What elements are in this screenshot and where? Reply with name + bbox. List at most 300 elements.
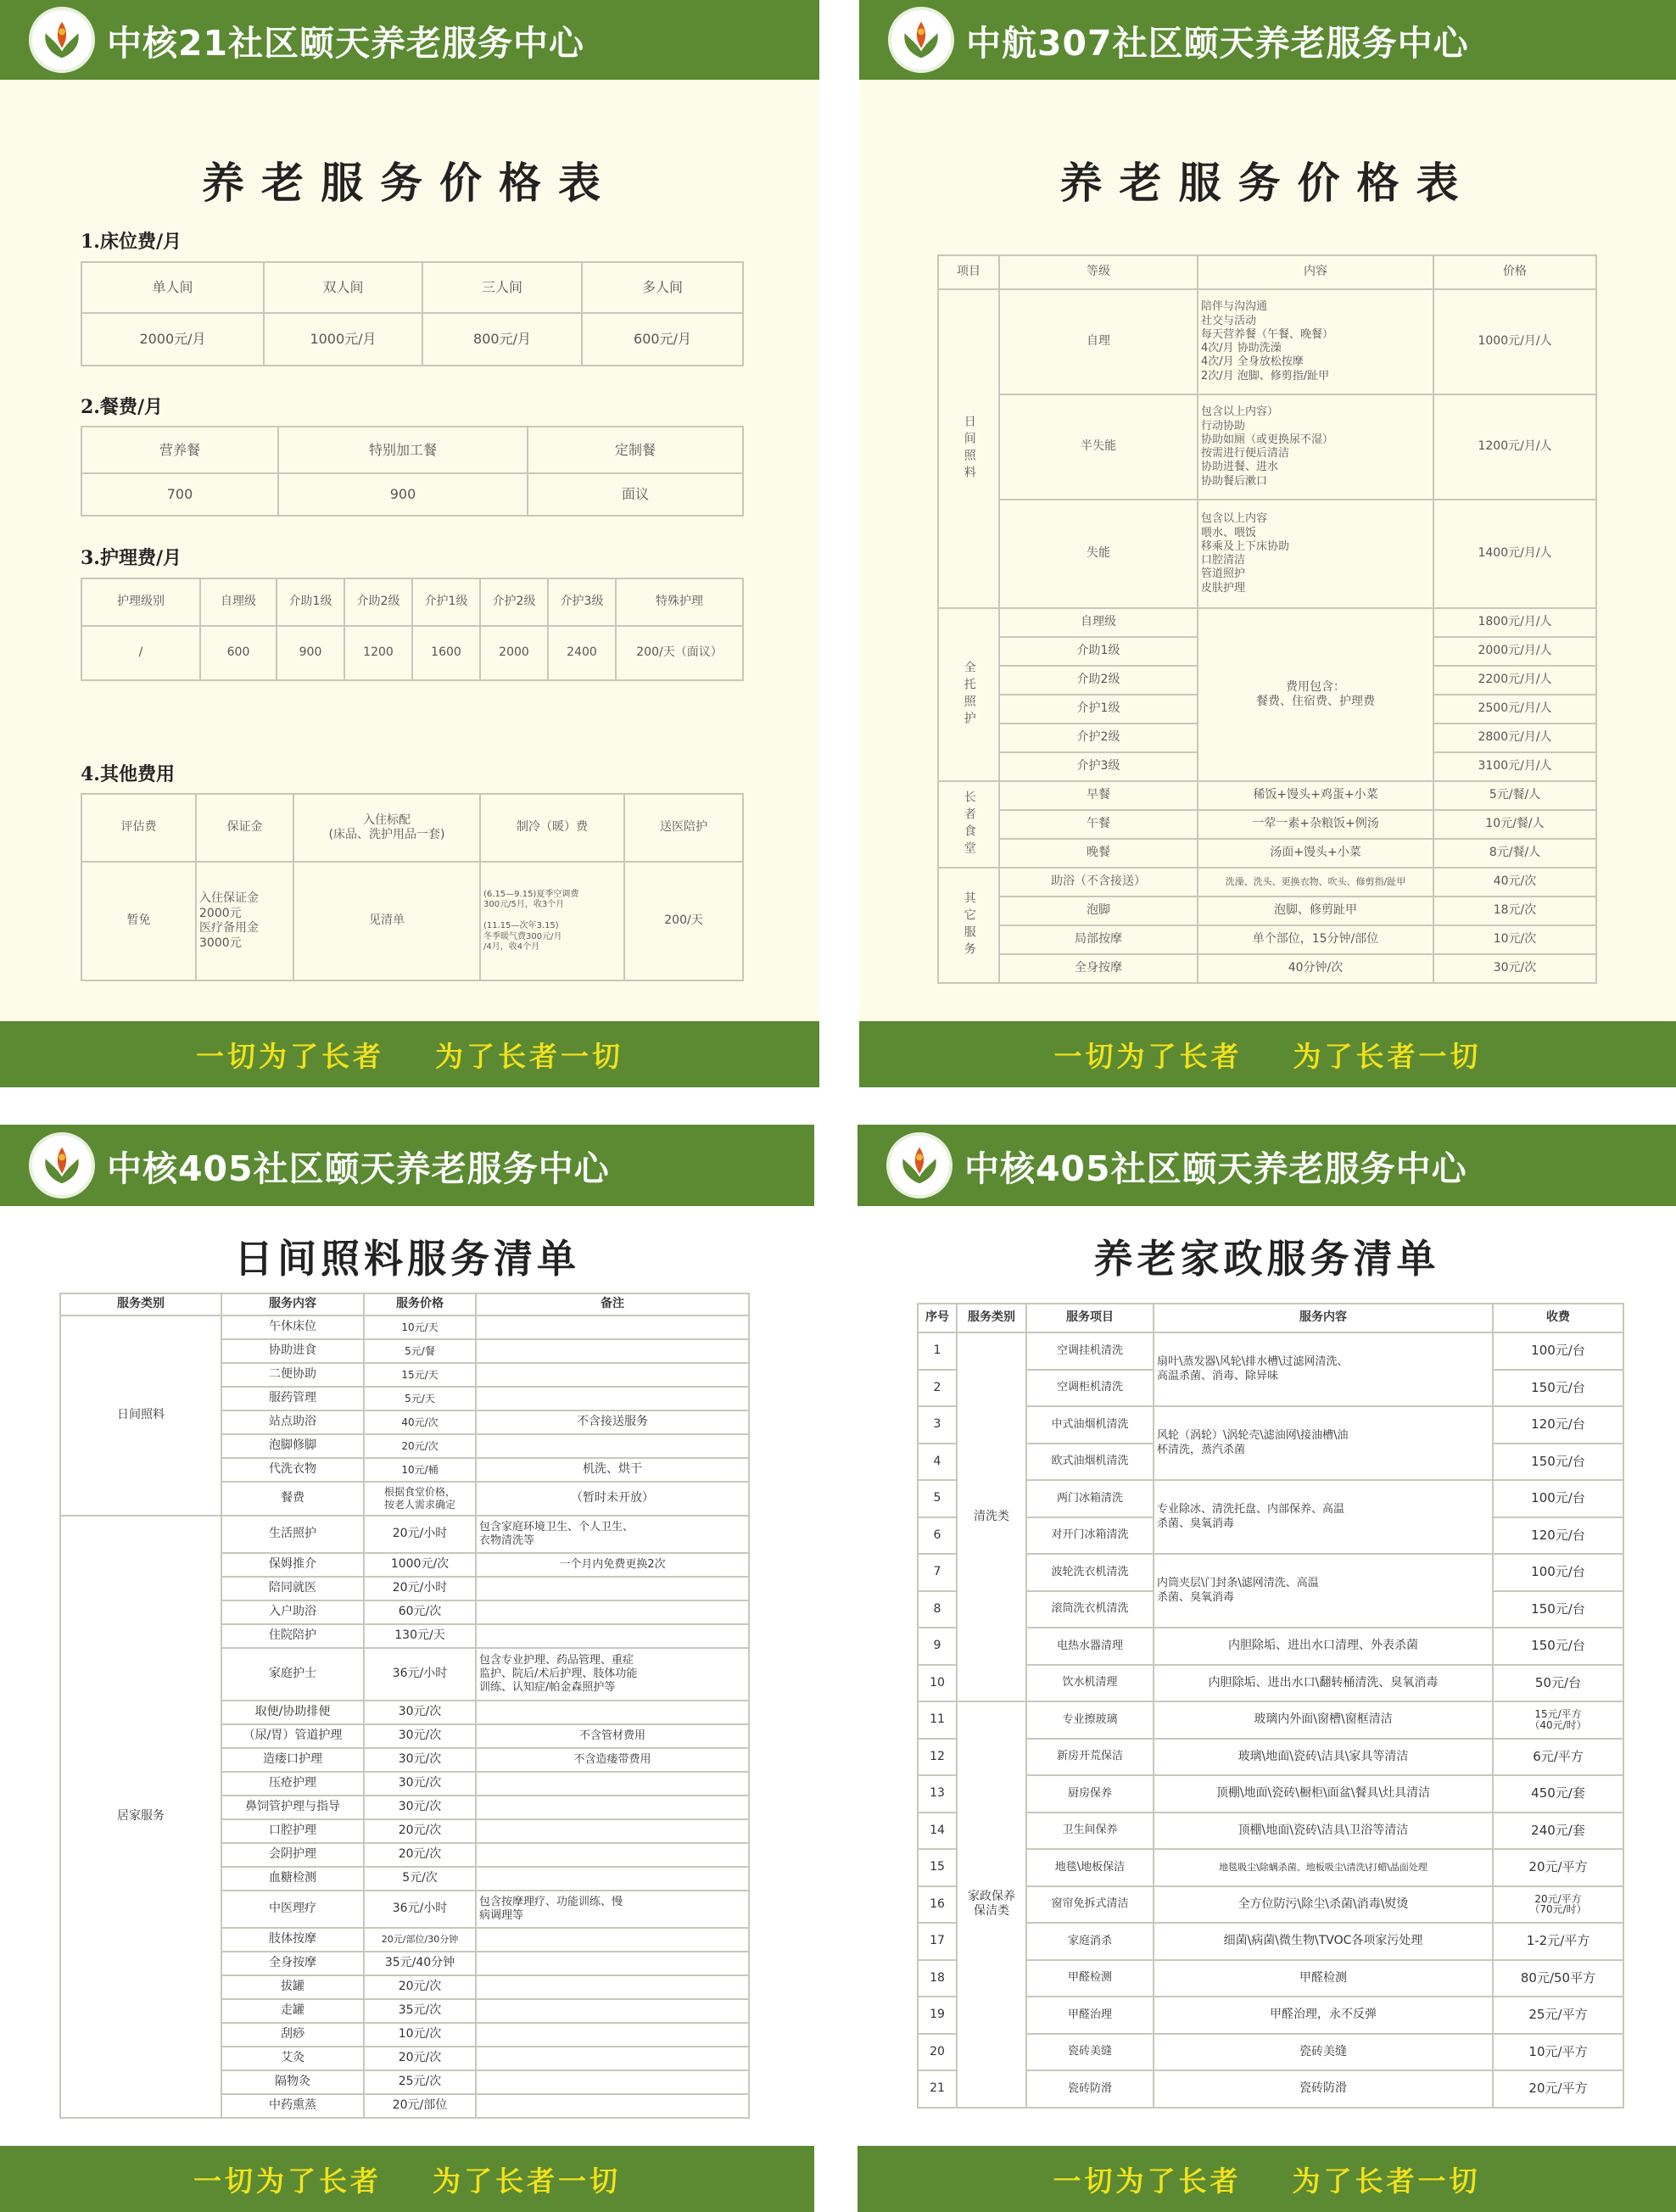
table-cell: 包含按摩理疗、功能训练、慢 病调理等 [476,1891,749,1928]
table-cell [476,2094,749,2118]
logo-icon [886,1132,953,1198]
table-head: 服务类别 [957,1304,1026,1332]
table-cell: 餐费 [221,1482,364,1516]
table-cell: 玻璃\地面\瓷砖\洁具\家具等清洁 [1154,1739,1493,1776]
table-cell: 代洗衣物 [221,1458,364,1482]
meal-fee-table [81,426,744,517]
table-cell: 机洗、烘干 [476,1458,749,1482]
group-label: 日间照料 [60,1315,221,1516]
table-cell: 1000元/月 [264,313,422,366]
care-fee-table [81,578,744,681]
table-cell [476,1928,749,1952]
table-head: 收费 [1493,1304,1623,1332]
table-cell: 30元/次 [364,1772,476,1796]
table-cell: 住院陪护 [221,1624,364,1648]
table-cell: 25元/次 [364,2070,476,2094]
table-cell: 午餐 [999,810,1198,839]
group-label: 其它服务 [938,868,999,983]
panel-zhonghe21-price [0,0,819,1087]
table-cell: 18 [918,1960,957,1997]
table-row [918,1332,1623,1370]
table-cell [476,1843,749,1867]
table-cell: 半失能 [999,394,1198,500]
housekeeping-table [917,1303,1624,2109]
table-head: 备注 [476,1293,749,1315]
table-cell: 包含以上内容 喂水、喂饭 移乘及上下床协助 口腔清洁 管道照护 皮肤护理 [1198,500,1433,608]
table-cell: 1-2元/平方 [1493,1923,1623,1960]
table-cell: 120元/台 [1493,1406,1623,1444]
table-cell: 2500元/月/人 [1433,695,1596,723]
other-fee-table [81,793,744,981]
group-label: 居家服务 [60,1516,221,2118]
table-cell [476,1975,749,1999]
table-head: 单人间 [81,262,264,313]
table-cell: 介护3级 [999,752,1198,781]
table-cell: 40元/次 [364,1410,476,1434]
table-cell: 顶棚\地面\瓷砖\橱柜\面盆\餐具\灶具清洁 [1154,1775,1493,1813]
table-cell: 午休床位 [221,1315,364,1339]
table-head: 内容 [1198,255,1433,289]
table-cell: 10元/桶 [364,1458,476,1482]
table-cell: 2 [918,1370,957,1407]
table-cell: 35元/次 [364,1999,476,2023]
table-cell: 10元/次 [364,2023,476,2047]
table-head: 服务类别 [60,1293,221,1315]
table-head: 服务内容 [1154,1304,1493,1332]
table-cell: 800元/月 [422,313,582,366]
table-cell: 口腔护理 [221,1819,364,1843]
table-cell: 早餐 [999,781,1198,810]
table-cell: 协助进食 [221,1339,364,1363]
table-head: 三人间 [422,262,582,313]
table-cell [476,1363,749,1387]
table-cell: 单个部位，15分钟/部位 [1198,925,1433,954]
table-cell: 200/天 [624,862,743,980]
table-cell: 内筒夹层\门封条\滤网清洗、高温 杀菌、臭氧消毒 [1154,1554,1493,1628]
table-cell: 介助1级 [999,637,1198,666]
table-cell: 20元/次 [364,1819,476,1843]
table-cell: 15元/天 [364,1363,476,1387]
table-cell: 服药管理 [221,1387,364,1410]
table-cell [476,1796,749,1819]
table-head: 入住标配 (床品、洗护用品一套) [293,794,480,862]
table-cell: 25元/平方 [1493,1997,1623,2034]
table-cell: 一荤一素+杂粮饭+例汤 [1198,810,1433,839]
table-cell: 局部按摩 [999,925,1198,954]
table-cell: 助浴（不含接送） [999,868,1198,897]
table-head: 送医陪护 [624,794,743,862]
table-cell: 20元/小时 [364,1516,476,1553]
table-cell: 压疮护理 [221,1772,364,1796]
table-cell [476,1577,749,1600]
table-cell: 介助2级 [999,666,1198,695]
table-cell: 36元/小时 [364,1891,476,1928]
table-cell: 泡脚、修剪趾甲 [1198,897,1433,925]
table-cell: 100元/台 [1493,1554,1623,1591]
table-head: 介护3级 [548,578,616,626]
table-cell: 波轮洗衣机清洗 [1026,1554,1154,1591]
table-head: 服务价格 [364,1293,476,1315]
table-cell: 2200元/月/人 [1433,666,1596,695]
bed-fee-table [81,261,744,366]
table-head: 服务内容 [221,1293,364,1315]
table-cell: 包含家庭环境卫生、个人卫生、 衣物清洗等 [476,1516,749,1553]
table-cell: 扇叶\蒸发器\风轮\排水槽\过滤网清洗、 高温杀菌、消毒、除异味 [1154,1332,1493,1406]
table-cell [476,2047,749,2070]
table-cell: 厨房保养 [1026,1775,1154,1813]
table-cell: 6 [918,1517,957,1555]
slogan-right: 为了长者一切 [1293,1039,1482,1073]
table-cell: 900 [277,626,344,680]
table-cell: 家庭消杀 [1026,1923,1154,1960]
table-cell: 7 [918,1554,957,1591]
table-cell [476,1701,749,1724]
table-cell: 两门冰箱清洗 [1026,1480,1154,1517]
table-cell: 120元/台 [1493,1517,1623,1555]
table-cell: 新房开荒保洁 [1026,1739,1154,1776]
table-cell: 2400 [548,626,616,680]
slogan-bar [858,2146,1676,2212]
price-table [937,254,1597,984]
table-cell: 滚筒洗衣机清洗 [1026,1591,1154,1628]
slogan-left: 一切为了长者 [1053,1039,1243,1073]
panel-header [0,0,819,80]
table-cell: 1400元/月/人 [1433,500,1596,608]
group-label: 长者食堂 [938,781,999,868]
table-cell: 专业除冰、清洗托盘、内部保养、高温 杀菌、臭氧消毒 [1154,1480,1493,1554]
table-cell: 10元/平方 [1493,2034,1623,2071]
table-cell: 暂免 [81,862,196,980]
table-cell: 2800元/月/人 [1433,723,1596,752]
table-cell: 窗帘免拆式清洁 [1026,1886,1154,1924]
table-cell: 11 [918,1701,957,1739]
table-cell: 瓷砖美缝 [1026,2034,1154,2071]
table-cell [476,1819,749,1843]
table-cell: 60元/次 [364,1600,476,1624]
table-cell: 20元/次 [364,2047,476,2070]
table-cell: 130元/天 [364,1624,476,1648]
table-cell: 600元/月 [582,313,743,366]
table-cell: 4 [918,1444,957,1481]
table-cell: 150元/台 [1493,1591,1623,1628]
table-cell: 5 [918,1480,957,1517]
table-cell: 专业擦玻璃 [1026,1701,1154,1739]
table-cell: 30元/次 [1433,954,1596,983]
table-head: 特殊护理 [616,578,743,626]
table-cell: / [81,626,200,680]
page-title: 养老服务价格表 [1059,158,1476,208]
table-cell: 1200 [344,626,412,680]
table-cell: 600 [200,626,277,680]
table-head: 特别加工餐 [278,427,528,473]
group-label: 日间照料 [938,289,999,608]
table-cell: 40元/次 [1433,868,1596,897]
table-cell: 失能 [999,500,1198,608]
table-cell: 隔物灸 [221,2070,364,2094]
table-cell [476,1434,749,1458]
table-cell: 内胆除垢、进出水口清理、外表杀菌 [1154,1628,1493,1665]
center-name: 中航307社区颐天养老服务中心 [966,22,1469,64]
table-cell: 风轮（涡轮）\涡轮壳\滤油网\接油槽\油 杯清洗，蒸汽杀菌 [1154,1406,1493,1480]
table-cell: 20元/次 [364,1434,476,1458]
table-cell: 20 [918,2034,957,2071]
table-cell: 8元/餐/人 [1433,839,1596,868]
group-label: 家政保养 保洁类 [957,1701,1026,2108]
table-cell: 艾灸 [221,2047,364,2070]
table-cell: 内胆除垢、进出水口\翻转桶清洗、臭氧消毒 [1154,1665,1493,1702]
table-cell: 细菌\病菌\微生物\TVOC各项家污处理 [1154,1923,1493,1960]
table-cell: 瓷砖防滑 [1026,2070,1154,2108]
table-cell: 鼻饲管护理与指导 [221,1796,364,1819]
table-cell [476,2023,749,2047]
table-cell [476,2070,749,2094]
page-title: 养老家政服务清单 [1093,1236,1440,1282]
slogan-bar [0,2146,814,2212]
section-care-label: 3.护理费/月 [81,547,182,569]
table-cell: 不含造瘘带费用 [476,1748,749,1772]
table-cell: 21 [918,2070,957,2108]
table-row [60,1516,749,1553]
table-cell: 甲醛检测 [1154,1960,1493,1997]
panel-header [0,1125,814,1206]
table-cell: 根据食堂价格， 按老人需求确定 [364,1482,476,1516]
table-cell: 欧式油烟机清洗 [1026,1444,1154,1481]
logo-icon [888,7,954,73]
table-cell: 20元/平方 [1493,1849,1623,1886]
table-cell: (6.15—9.15)夏季空调费 300元/5月，收3个月 (11.15—次年3.15) 冬季暖气费300元/月 /4月，收4个月 [480,862,624,980]
table-head: 保证金 [196,794,293,862]
table-cell: 包含专业护理、药品管理、重症 监护、院后/术后护理、肢体功能 训练、认知症/帕金森照护等 [476,1648,749,1701]
table-cell: 全方位防污\除尘\杀菌\消毒\熨烫 [1154,1886,1493,1924]
table-cell: 费用包含： 餐费、住宿费、护理费 [1198,608,1433,781]
table-cell: 入住保证金 2000元 医疗备用金 3000元 [196,862,293,980]
table-cell: 12 [918,1739,957,1776]
table-cell [476,1867,749,1891]
slogan-right: 为了长者一切 [433,2164,621,2198]
table-cell [476,1339,749,1363]
table-cell: 15 [918,1849,957,1886]
table-row [918,1701,1623,1739]
table-cell: 泡脚 [999,897,1198,925]
table-cell: 会阴护理 [221,1843,364,1867]
table-cell: 饮水机清理 [1026,1665,1154,1702]
table-cell: 20元/部位/30分钟 [364,1928,476,1952]
table-cell: 50元/台 [1493,1665,1623,1702]
center-name: 中核405社区颐天养老服务中心 [107,1148,610,1189]
table-cell: 见清单 [293,862,480,980]
table-cell: 二便协助 [221,1363,364,1387]
table-cell [476,1772,749,1796]
table-cell: 20元/平方 （70元/时） [1493,1886,1623,1924]
table-cell [476,1952,749,1975]
table-head: 介护2级 [480,578,548,626]
panel-zhonghang307-price [859,0,1676,1087]
table-head: 评估费 [81,794,196,862]
panel-day-care-list [0,1125,814,2212]
table-cell: 玻璃内外面\窗槽\窗框清洁 [1154,1701,1493,1739]
slogan-left: 一切为了长者 [1053,2164,1242,2198]
table-cell: 3100元/月/人 [1433,752,1596,781]
table-cell: 9 [918,1628,957,1665]
table-cell: 19 [918,1997,957,2034]
slogan-right: 为了长者一切 [435,1039,623,1073]
table-cell: 150元/台 [1493,1444,1623,1481]
table-cell: 16 [918,1886,957,1924]
table-cell: 包含以上内容） 行动协助 协助如厕（或更换尿不湿） 按需进行便后清洁 协助进餐、进水 协助餐后漱口 [1198,394,1433,500]
table-cell: 900 [278,473,528,516]
table-cell: 洗澡、洗头、更换衣物、吹头、修剪指/趾甲 [1198,868,1433,897]
table-cell: 不含管材费用 [476,1724,749,1748]
table-cell: 40分钟/次 [1198,954,1433,983]
section-other-label: 4.其他费用 [81,763,175,785]
table-cell: 中式油烟机清洗 [1026,1406,1154,1444]
table-cell: 8 [918,1591,957,1628]
table-cell: 空调挂机清洗 [1026,1332,1154,1370]
section-meal-label: 2.餐费/月 [81,396,164,418]
table-cell: 30元/次 [364,1724,476,1748]
table-head: 介护1级 [412,578,480,626]
table-cell: 35元/40分钟 [364,1952,476,1975]
table-head: 护理级别 [81,578,200,626]
logo-icon [29,7,95,73]
table-head: 等级 [999,255,1198,289]
table-cell: 700 [81,473,278,516]
center-name: 中核405社区颐天养老服务中心 [964,1148,1467,1189]
table-cell: 1600 [412,626,480,680]
table-cell: 10元/天 [364,1315,476,1339]
table-cell: 20元/平方 [1493,2070,1623,2108]
table-cell: 450元/套 [1493,1775,1623,1813]
table-cell: 汤面+馒头+小菜 [1198,839,1433,868]
table-cell: 20元/部位 [364,2094,476,2118]
table-cell: 5元/次 [364,1867,476,1891]
table-cell: 肢体按摩 [221,1928,364,1952]
table-cell: 顶棚\地面\瓷砖\洁具\卫浴等清洁 [1154,1813,1493,1850]
group-label: 全托照护 [938,608,999,781]
table-cell: 甲醛治理 [1026,1997,1154,2034]
table-cell: 稀饭+馒头+鸡蛋+小菜 [1198,781,1433,810]
section-bed-label: 1.床位费/月 [81,231,182,253]
slogan-right: 为了长者一切 [1292,2164,1481,2198]
table-row [60,1315,749,1339]
table-cell: 36元/小时 [364,1648,476,1701]
table-cell: 200/天（面议） [616,626,743,680]
table-cell: 13 [918,1775,957,1813]
table-cell: 5元/餐/人 [1433,781,1596,810]
table-cell: 2000元/月 [81,313,264,366]
table-cell: 面议 [528,473,743,516]
slogan-bar [0,1021,819,1087]
table-cell: 150元/台 [1493,1628,1623,1665]
table-cell: 甲醛治理，永不反弹 [1154,1997,1493,2034]
group-label: 清洗类 [957,1332,1026,1701]
table-cell: 空调柜机清洗 [1026,1370,1154,1407]
table-cell: 家庭护士 [221,1648,364,1701]
table-head: 序号 [918,1304,957,1332]
table-row [60,1293,749,1315]
panel-housekeeping-list [858,1125,1676,2212]
table-cell: 2000元/月/人 [1433,637,1596,666]
table-cell: 晚餐 [999,839,1198,868]
table-cell [476,1600,749,1624]
table-cell: 介护2级 [999,723,1198,752]
table-cell: 1000元/次 [364,1553,476,1577]
table-cell: 10元/餐/人 [1433,810,1596,839]
table-cell: 对开门冰箱清洗 [1026,1517,1154,1555]
table-cell: 150元/台 [1493,1370,1623,1407]
table-cell [476,1315,749,1339]
panel-header [858,1125,1676,1206]
table-cell: 自理 [999,289,1198,394]
table-cell: 保姆推介 [221,1553,364,1577]
table-cell: 中药熏蒸 [221,2094,364,2118]
table-cell: 30元/次 [364,1796,476,1819]
table-cell: 240元/套 [1493,1813,1623,1850]
table-cell: 1800元/月/人 [1433,608,1596,637]
table-cell: 瓷砖防滑 [1154,2070,1493,2108]
table-cell: 6元/平方 [1493,1739,1623,1776]
table-head: 营养餐 [81,427,278,473]
table-cell: 自理级 [999,608,1198,637]
table-cell: 1 [918,1332,957,1370]
center-name: 中核21社区颐天养老服务中心 [107,22,585,64]
table-cell: 站点助浴 [221,1410,364,1434]
table-cell: 5元/餐 [364,1339,476,1363]
table-head: 介助2级 [344,578,412,626]
table-cell: 全身按摩 [999,954,1198,983]
table-cell: 入户助浴 [221,1600,364,1624]
table-head: 介助1级 [277,578,344,626]
table-cell: 造瘘口护理 [221,1748,364,1772]
table-cell: 1200元/月/人 [1433,394,1596,500]
table-cell: 血糖检测 [221,1867,364,1891]
table-head: 自理级 [200,578,277,626]
table-cell: 17 [918,1923,957,1960]
slogan-bar [859,1021,1676,1087]
table-cell: 100元/台 [1493,1480,1623,1517]
panel-header [859,0,1676,80]
table-cell: 甲醛检测 [1026,1960,1154,1997]
table-cell: 10 [918,1665,957,1702]
table-cell: 30元/次 [364,1701,476,1724]
table-head: 价格 [1433,255,1596,289]
table-cell: 3 [918,1406,957,1444]
table-cell: 10元/次 [1433,925,1596,954]
table-cell: 地毯\地板保洁 [1026,1849,1154,1886]
table-cell [476,1387,749,1410]
table-row [918,1304,1623,1332]
table-cell: 一个月内免费更换2次 [476,1553,749,1577]
table-cell: 取便/协助排便 [221,1701,364,1724]
table-head: 定制餐 [528,427,743,473]
table-cell: 1000元/月/人 [1433,289,1596,394]
table-cell: 陪伴与沟沟通 社交与活动 每天营养餐（午餐、晚餐） 4次/月 协助洗澡 4次/月 全身放松按摩 2次/月 泡脚、修剪指/趾甲 [1198,289,1433,394]
table-cell: 80元/50平方 [1493,1960,1623,1997]
table-head: 项目 [938,255,999,289]
table-cell: 20元/次 [364,1843,476,1867]
table-cell: （尿/胃）管道护理 [221,1724,364,1748]
table-cell: 100元/台 [1493,1332,1623,1370]
table-cell: 拔罐 [221,1975,364,1999]
table-cell: 瓷砖美缝 [1154,2034,1493,2071]
day-care-table [59,1293,750,2119]
table-head: 多人间 [582,262,743,313]
table-cell [476,1624,749,1648]
table-cell: 20元/小时 [364,1577,476,1600]
table-cell: 5元/天 [364,1387,476,1410]
table-cell: （暂时未开放） [476,1482,749,1516]
table-cell: 泡脚修脚 [221,1434,364,1458]
